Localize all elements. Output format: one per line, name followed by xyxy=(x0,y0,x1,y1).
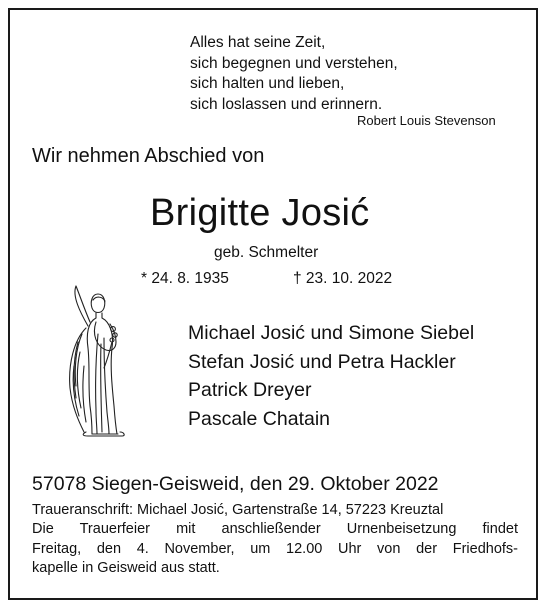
intro-text: Wir nehmen Abschied von xyxy=(32,145,265,167)
birth-date: * 24. 8. 1935 xyxy=(141,270,229,287)
mourner-3: Patrick Dreyer xyxy=(188,379,312,401)
death-date: † 23. 10. 2022 xyxy=(293,270,393,287)
mourning-address: Traueranschrift: Michael Josić, Gartenstraße 14, 57223 Kreuztal xyxy=(32,502,444,518)
mourner-2: Stefan Josić und Petra Hackler xyxy=(188,350,456,373)
mourner-1: Michael Josić und Simone Siebel xyxy=(188,322,475,344)
poem-line-2: sich begegnen und verstehen, xyxy=(190,54,398,72)
mourner-4: Pascale Chatain xyxy=(188,407,331,430)
poem-line-1: Alles hat seine Zeit, xyxy=(190,34,326,51)
deceased-name: Brigitte Josić xyxy=(150,192,370,234)
maiden-name: geb. Schmelter xyxy=(214,244,319,261)
service-line-3: kapelle in Geisweid aus statt. xyxy=(32,560,220,576)
poem-line-3: sich halten und lieben, xyxy=(190,75,345,92)
poem-author: Robert Louis Stevenson xyxy=(357,113,496,128)
mourners-list xyxy=(188,319,474,433)
angel-statue-icon xyxy=(52,282,134,437)
poem-line-4: sich loslassen und erinnern. xyxy=(190,95,383,113)
place-date: 57078 Siegen-Geisweid, den 29. Oktober 2022 xyxy=(32,473,439,495)
service-line-2: Freitag, den 4. November, um 12.00 Uhr von der Friedhofs- xyxy=(32,540,518,557)
service-info xyxy=(32,520,518,579)
poem xyxy=(190,33,398,115)
service-line-1: Die Trauerfeier mit anschließender Urnenbeisetzung findet xyxy=(32,521,518,537)
